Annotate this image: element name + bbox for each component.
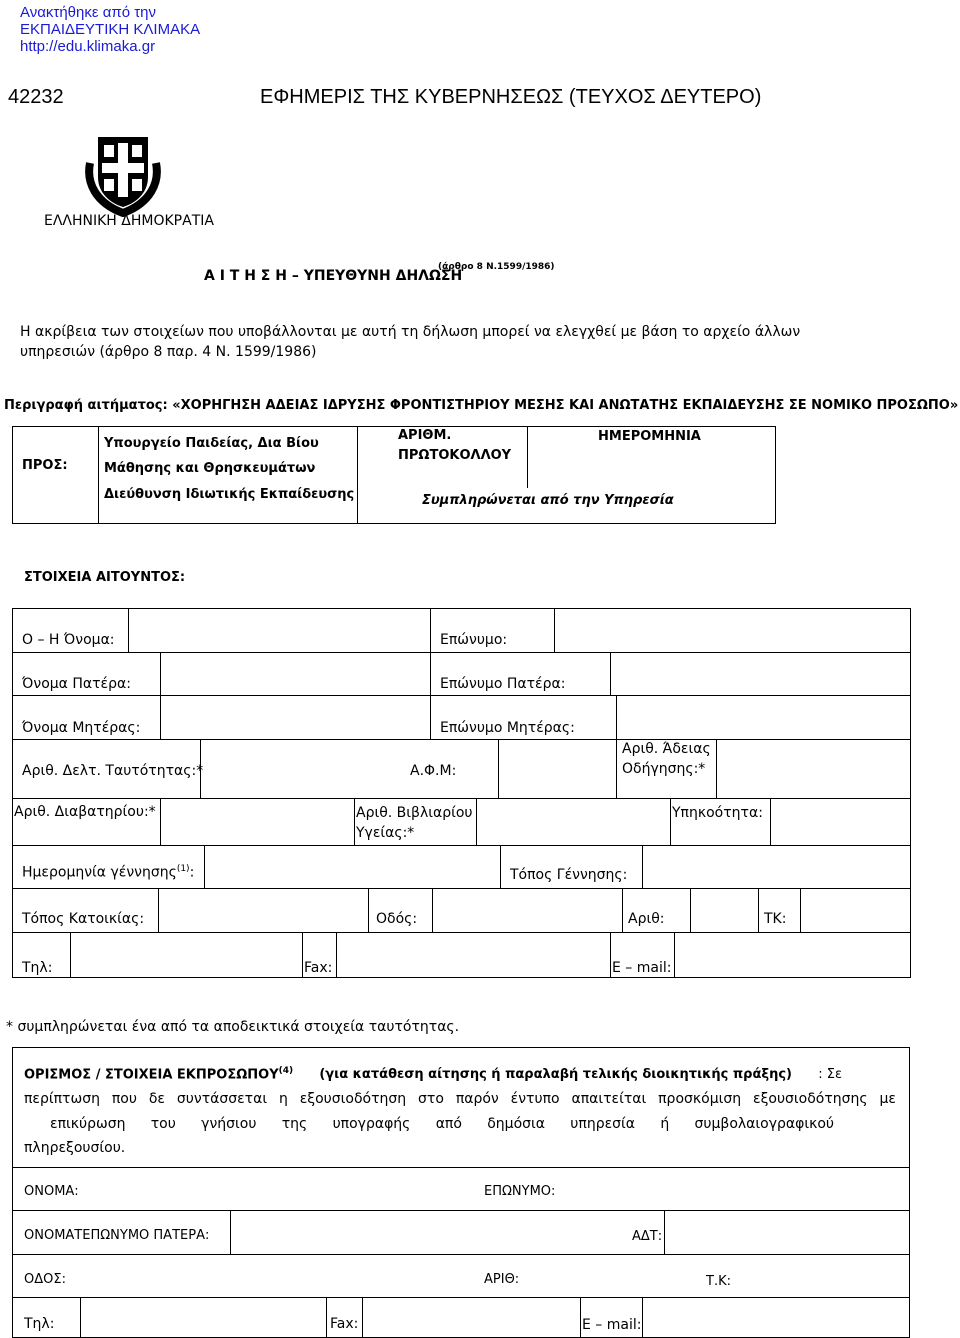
- representative-text-2: επικύρωση του γνήσιου της υπογραφής από δημόσια υπηρεσία ή συμβολαιογραφικού: [50, 1116, 834, 1132]
- father-surname-label: Επώνυμο Πατέρα:: [440, 676, 566, 692]
- ministry-line-2: Μάθησης και Θρησκευμάτων: [104, 461, 316, 476]
- street-number-label: Αριθ:: [628, 911, 665, 927]
- form-title: Α Ι Τ Η Σ Η – ΥΠΕΥΘΥΝΗ ΔΗΛΩΣΗ: [204, 268, 463, 284]
- driving-license-label-2: Οδήγησης:*: [622, 761, 706, 777]
- representative-postcode-label: Τ.Κ:: [706, 1274, 731, 1289]
- birth-date-label: Ημερομηνία γέννησης$^{(1)}$:: [22, 864, 195, 881]
- phone-label: Τηλ:: [22, 960, 53, 976]
- first-name-label: Ο – Η Όνομα:: [22, 632, 115, 648]
- representative-street-label: ΟΔΟΣ:: [24, 1272, 66, 1287]
- intro-line-1: Η ακρίβεια των στοιχείων που υποβάλλονται με αυτή τη δήλωση μπορεί να ελεγχθεί με βάση το αρχείο άλλων: [20, 324, 801, 340]
- representative-id-label: ΑΔΤ:: [632, 1229, 663, 1244]
- source-url[interactable]: http://edu.klimaka.gr: [20, 38, 156, 55]
- father-name-label: Όνομα Πατέρα:: [22, 676, 131, 692]
- representative-email-label: E – mail:: [582, 1317, 642, 1333]
- email-label: E – mail:: [612, 960, 672, 976]
- date-label: ΗΜΕΡΟΜΗΝΙΑ: [598, 429, 701, 444]
- residence-label: Τόπος Κατοικίας:: [22, 911, 145, 927]
- intro-line-2: υπηρεσιών (άρθρο 8 παρ. 4 Ν. 1599/1986): [20, 344, 317, 360]
- driving-license-label-1: Αριθ. Άδειας: [622, 741, 711, 757]
- nationality-label: Υπηκοότητα:: [672, 805, 763, 821]
- street-label: Οδός:: [376, 911, 418, 927]
- passport-label: Αριθ. Διαβατηρίου:*: [14, 804, 156, 820]
- representative-father-label: ΟΝΟΜΑΤΕΠΩΝΥΜΟ ΠΑΤΕΡΑ:: [24, 1228, 210, 1243]
- page-number: 42232: [8, 86, 64, 108]
- postcode-label: ΤΚ:: [764, 911, 787, 927]
- representative-title: [24, 1066, 842, 1082]
- birth-place-label: Τόπος Γέννησης:: [510, 867, 628, 883]
- representative-text-3: πληρεξουσίου.: [24, 1140, 126, 1156]
- mother-name-label: Όνομα Μητέρας:: [22, 720, 141, 736]
- birth-date-footnote-ref: (1): [176, 864, 190, 874]
- health-book-label-1: Αριθ. Βιβλιαρίου: [356, 805, 473, 821]
- directorate-line: Διεύθυνση Ιδιωτικής Εκπαίδευσης: [104, 487, 355, 502]
- representative-title-main: ΟΡΙΣΜΟΣ / ΣΤΟΙΧΕΙΑ ΕΚΠΡΟΣΩΠΟΥ$^{(4)}$: [24, 1066, 294, 1083]
- to-label: ΠΡΟΣ:: [22, 458, 68, 473]
- service-note: Συμπληρώνεται από την Υπηρεσία: [422, 493, 674, 508]
- source-line-1: Ανακτήθηκε από την: [20, 4, 157, 21]
- representative-phone-label: Τηλ:: [24, 1316, 55, 1332]
- representative-title-tail: : Σε: [818, 1067, 842, 1083]
- request-description: Περιγραφή αιτήματος: «ΧΟΡΗΓΗΣΗ ΑΔΕΙΑΣ ΙΔΡΥΣΗΣ ΦΡΟΝΤΙΣΤΗΡΙΟΥ ΜΕΣΗΣ ΚΑΙ ΑΝΩΤΑΤΗΣ ΕΚΠΑΙΔΕΥΣΗΣ ΣΕ ΝΟΜΙΚΟ ΠΡΟΣΩΠΟ»: [4, 398, 959, 413]
- source-line-2: ΕΚΠΑΙΔΕΥΤΙΚΗ ΚΛΙΜΑΚΑ: [20, 21, 201, 38]
- representative-footnote-ref: (4): [278, 1066, 294, 1076]
- protocol-label-1: ΑΡΙΘΜ.: [398, 428, 452, 443]
- applicant-section-title: ΣΤΟΙΧΕΙΑ ΑΙΤΟΥΝΤΟΣ:: [24, 570, 186, 585]
- mother-surname-label: Επώνυμο Μητέρας:: [440, 720, 575, 736]
- identity-footnote: * συμπληρώνεται ένα από τα αποδεικτικά στοιχεία ταυτότητας.: [6, 1019, 460, 1035]
- id-card-label: Αριθ. Δελτ. Ταυτότητας:*: [22, 763, 204, 779]
- tax-id-label: Α.Φ.Μ:: [410, 763, 457, 779]
- protocol-label-2: ΠΡΩΤΟΚΟΛΛΟΥ: [398, 448, 512, 463]
- representative-text-1: περίπτωση που δε συντάσσεται η εξουσιοδότηση στο παρόν έντυπο απαιτείται προσκόμιση εξουσιοδότησης με: [24, 1091, 896, 1107]
- ministry-line-1: Υπουργείο Παιδείας, Δια Βίου: [104, 436, 319, 451]
- greek-emblem-icon: [82, 133, 164, 217]
- representative-fax-label: Fax:: [330, 1316, 359, 1332]
- representative-surname-label: ΕΠΩΝΥΜΟ:: [484, 1184, 556, 1199]
- surname-label: Επώνυμο:: [440, 632, 508, 648]
- representative-name-label: ΟΝΟΜΑ:: [24, 1184, 79, 1199]
- form-title-reference: (άρθρο 8 Ν.1599/1986): [438, 262, 555, 272]
- representative-title-purpose: (για κατάθεση αίτησης ή παραλαβή τελικής διοικητικής πράξης): [319, 1067, 792, 1083]
- republic-label: ΕΛΛΗΝΙΚΗ ΔΗΜΟΚΡΑΤΙΑ: [44, 213, 214, 229]
- fax-label: Fax:: [304, 960, 333, 976]
- representative-number-label: ΑΡΙΘ:: [484, 1272, 520, 1287]
- health-book-label-2: Υγείας:*: [356, 825, 415, 841]
- gazette-title: ΕΦΗΜΕΡΙΣ ΤΗΣ ΚΥΒΕΡΝΗΣΕΩΣ (ΤΕΥΧΟΣ ΔΕΥΤΕΡΟ): [260, 86, 762, 108]
